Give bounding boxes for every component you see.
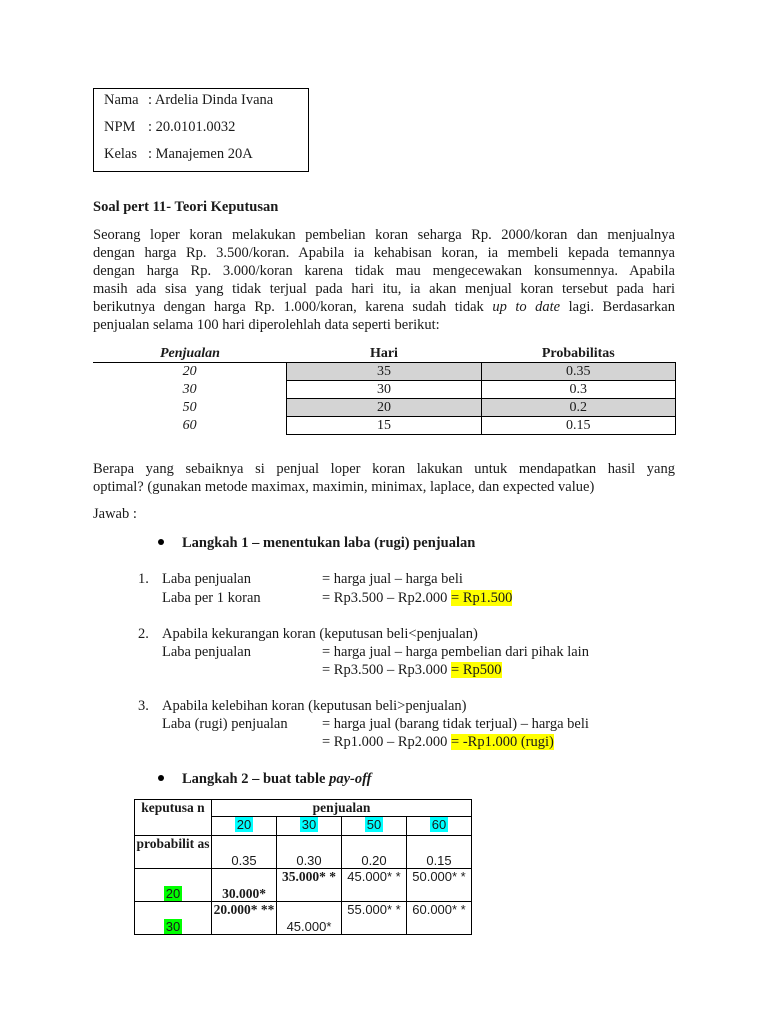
- col-value: 30: [301, 817, 317, 832]
- table-row: [135, 902, 472, 935]
- payoff-cell: 60.000* *: [407, 902, 472, 935]
- item-row-label: Laba (rugi) penjualan: [162, 716, 288, 732]
- item-row-eq: = Rp3.500 – Rp3.000: [322, 662, 452, 678]
- penjualan-cell: 60: [182, 417, 197, 433]
- col-value: 50: [366, 817, 382, 832]
- prob-cell: 0.3: [481, 381, 675, 399]
- item-heading: Apabila kelebihan koran (keputusan beli>penjualan): [162, 698, 467, 714]
- penjualan-cell: 50: [182, 399, 197, 415]
- npm-value: : 20.0101.0032: [148, 119, 236, 135]
- item-result-highlight: = Rp500: [451, 662, 502, 678]
- payoff-cell: 20.000* **: [212, 902, 277, 935]
- kelas-value: : Manajemen 20A: [148, 146, 253, 162]
- hari-cell: 15: [287, 417, 481, 435]
- intro-line5-post: lagi. Berdasarkan: [560, 299, 675, 315]
- identity-box: [93, 88, 309, 172]
- header-probabilitas: probabilit as: [135, 836, 212, 869]
- header-hari: Hari: [287, 346, 481, 363]
- table-row: [93, 381, 676, 399]
- intro-line: Seorang loper koran melakukan pembelian koran seharga Rp. 2000/koran dan menjualnya: [93, 227, 675, 243]
- step1-text: Langkah 1 – menentukan laba (rugi) penjualan: [182, 535, 476, 551]
- payoff-cell: 30.000*: [212, 869, 277, 902]
- intro-line: dengan harga Rp. 3.500/koran. Apabila ia kehabisan koran, ia membeli kepada temannya: [93, 245, 675, 261]
- step2-em: pay-off: [329, 771, 372, 787]
- header-penjualan: penjualan: [212, 800, 472, 817]
- header-keputusan: keputusa n: [135, 800, 212, 836]
- prob-cell: 0.15: [481, 417, 675, 435]
- intro-line: [93, 298, 675, 316]
- prob-value: 0.30: [277, 836, 342, 869]
- step2-text: Langkah 2 – buat table: [182, 771, 330, 787]
- step2-heading: [158, 771, 371, 788]
- item-number: 2.: [138, 626, 149, 642]
- item-row-label: Laba penjualan: [162, 571, 251, 587]
- penjualan-cell: 30: [182, 381, 197, 397]
- prob-value: 0.20: [342, 836, 407, 869]
- payoff-cell: 45.000* *: [342, 869, 407, 902]
- item-row-eq: = harga jual – harga beli: [322, 571, 463, 587]
- header-penjualan: Penjualan: [93, 346, 287, 363]
- col-value: 60: [431, 817, 447, 832]
- payoff-table: [134, 799, 472, 935]
- name-row: [104, 92, 273, 109]
- item-row-eq: = harga jual – harga pembelian dari pihak lain: [322, 644, 589, 660]
- item-number: 3.: [138, 698, 149, 714]
- item-row-eq: = Rp3.500 – Rp2.000: [322, 590, 452, 606]
- bullet-icon: [158, 539, 164, 545]
- question-paragraph: [93, 460, 675, 496]
- list-item: [138, 571, 698, 611]
- hari-cell: 35: [287, 363, 481, 381]
- jawab-label: Jawab :: [93, 506, 137, 522]
- step1-heading: [158, 535, 475, 552]
- item-row-eq-wrap: [322, 590, 512, 607]
- kelas-label: Kelas: [104, 146, 138, 162]
- item-heading: Apabila kekurangan koran (keputusan beli<penjualan): [162, 626, 478, 642]
- intro-line: dengan harga Rp. 3.000/koran karena tidak mau mengecewakan konsumennya. Apabila: [93, 263, 675, 279]
- item-row-eq-wrap: [322, 734, 554, 751]
- intro-line: penjualan selama 100 hari diperolehlah data seperti berikut:: [93, 317, 440, 333]
- table-row: [135, 869, 472, 902]
- item-row-label: Laba per 1 koran: [162, 590, 261, 606]
- table-row: [93, 399, 676, 417]
- document-title: Soal pert 11- Teori Keputusan: [93, 199, 279, 215]
- intro-line5-em: up to date: [492, 299, 561, 315]
- prob-cell: 0.35: [481, 363, 675, 381]
- col-header: [342, 817, 407, 836]
- payoff-prob-row: [135, 836, 472, 869]
- payoff-cell: 45.000*: [277, 902, 342, 935]
- item-row-eq-wrap: [322, 662, 502, 679]
- item-row-eq: = Rp1.000 – Rp2.000: [322, 734, 452, 750]
- decision-cell: [135, 869, 212, 902]
- decision-value: 20: [165, 886, 181, 901]
- intro-line: masih ada sisa yang tidak terjual pada hari itu, ia akan menjual koran tersebut pada hari: [93, 281, 675, 297]
- payoff-cell: 35.000* *: [277, 869, 342, 902]
- decision-value: 30: [165, 919, 181, 934]
- payoff-cell: 50.000* *: [407, 869, 472, 902]
- decision-cell: [135, 902, 212, 935]
- npm-label: NPM: [104, 119, 136, 135]
- col-header: [277, 817, 342, 836]
- kelas-row: [104, 146, 253, 163]
- question-line: optimal? (gunakan metode maximax, maximin, minimax, laplace, dan expected value): [93, 479, 595, 495]
- item-result-highlight: = -Rp1.000 (rugi): [451, 734, 554, 750]
- item-row-label: Laba penjualan: [162, 644, 251, 660]
- intro-line5-pre: berikutnya dengan harga Rp. 1.000/koran, karena sudah tidak: [93, 299, 493, 315]
- question-line: Berapa yang sebaiknya si penjual loper koran lakukan untuk mendapatkan hasil yang: [93, 461, 675, 477]
- probability-header-row: [93, 346, 676, 363]
- prob-value: 0.15: [407, 836, 472, 869]
- prob-value: 0.35: [212, 836, 277, 869]
- penjualan-cell: 20: [182, 363, 197, 379]
- payoff-header-row: [135, 800, 472, 817]
- payoff-cell: 55.000* *: [342, 902, 407, 935]
- prob-cell: 0.2: [481, 399, 675, 417]
- table-row: [93, 363, 676, 381]
- col-value: 20: [236, 817, 252, 832]
- bullet-icon: [158, 775, 164, 781]
- item-row-eq: = harga jual (barang tidak terjual) – harga beli: [322, 716, 589, 732]
- item-number: 1.: [138, 571, 149, 587]
- table-row: [93, 417, 676, 435]
- hari-cell: 20: [287, 399, 481, 417]
- list-item: [138, 698, 698, 756]
- intro-paragraph: [93, 226, 675, 334]
- col-header: [407, 817, 472, 836]
- list-item: [138, 626, 698, 684]
- hari-cell: 30: [287, 381, 481, 399]
- header-probabilitas: Probabilitas: [481, 346, 675, 363]
- col-header: [212, 817, 277, 836]
- item-result-highlight: = Rp1.500: [451, 590, 513, 606]
- probability-table: [93, 346, 676, 435]
- name-value: : Ardelia Dinda Ivana: [148, 92, 274, 108]
- npm-row: [104, 119, 235, 136]
- name-label: Nama: [104, 92, 139, 108]
